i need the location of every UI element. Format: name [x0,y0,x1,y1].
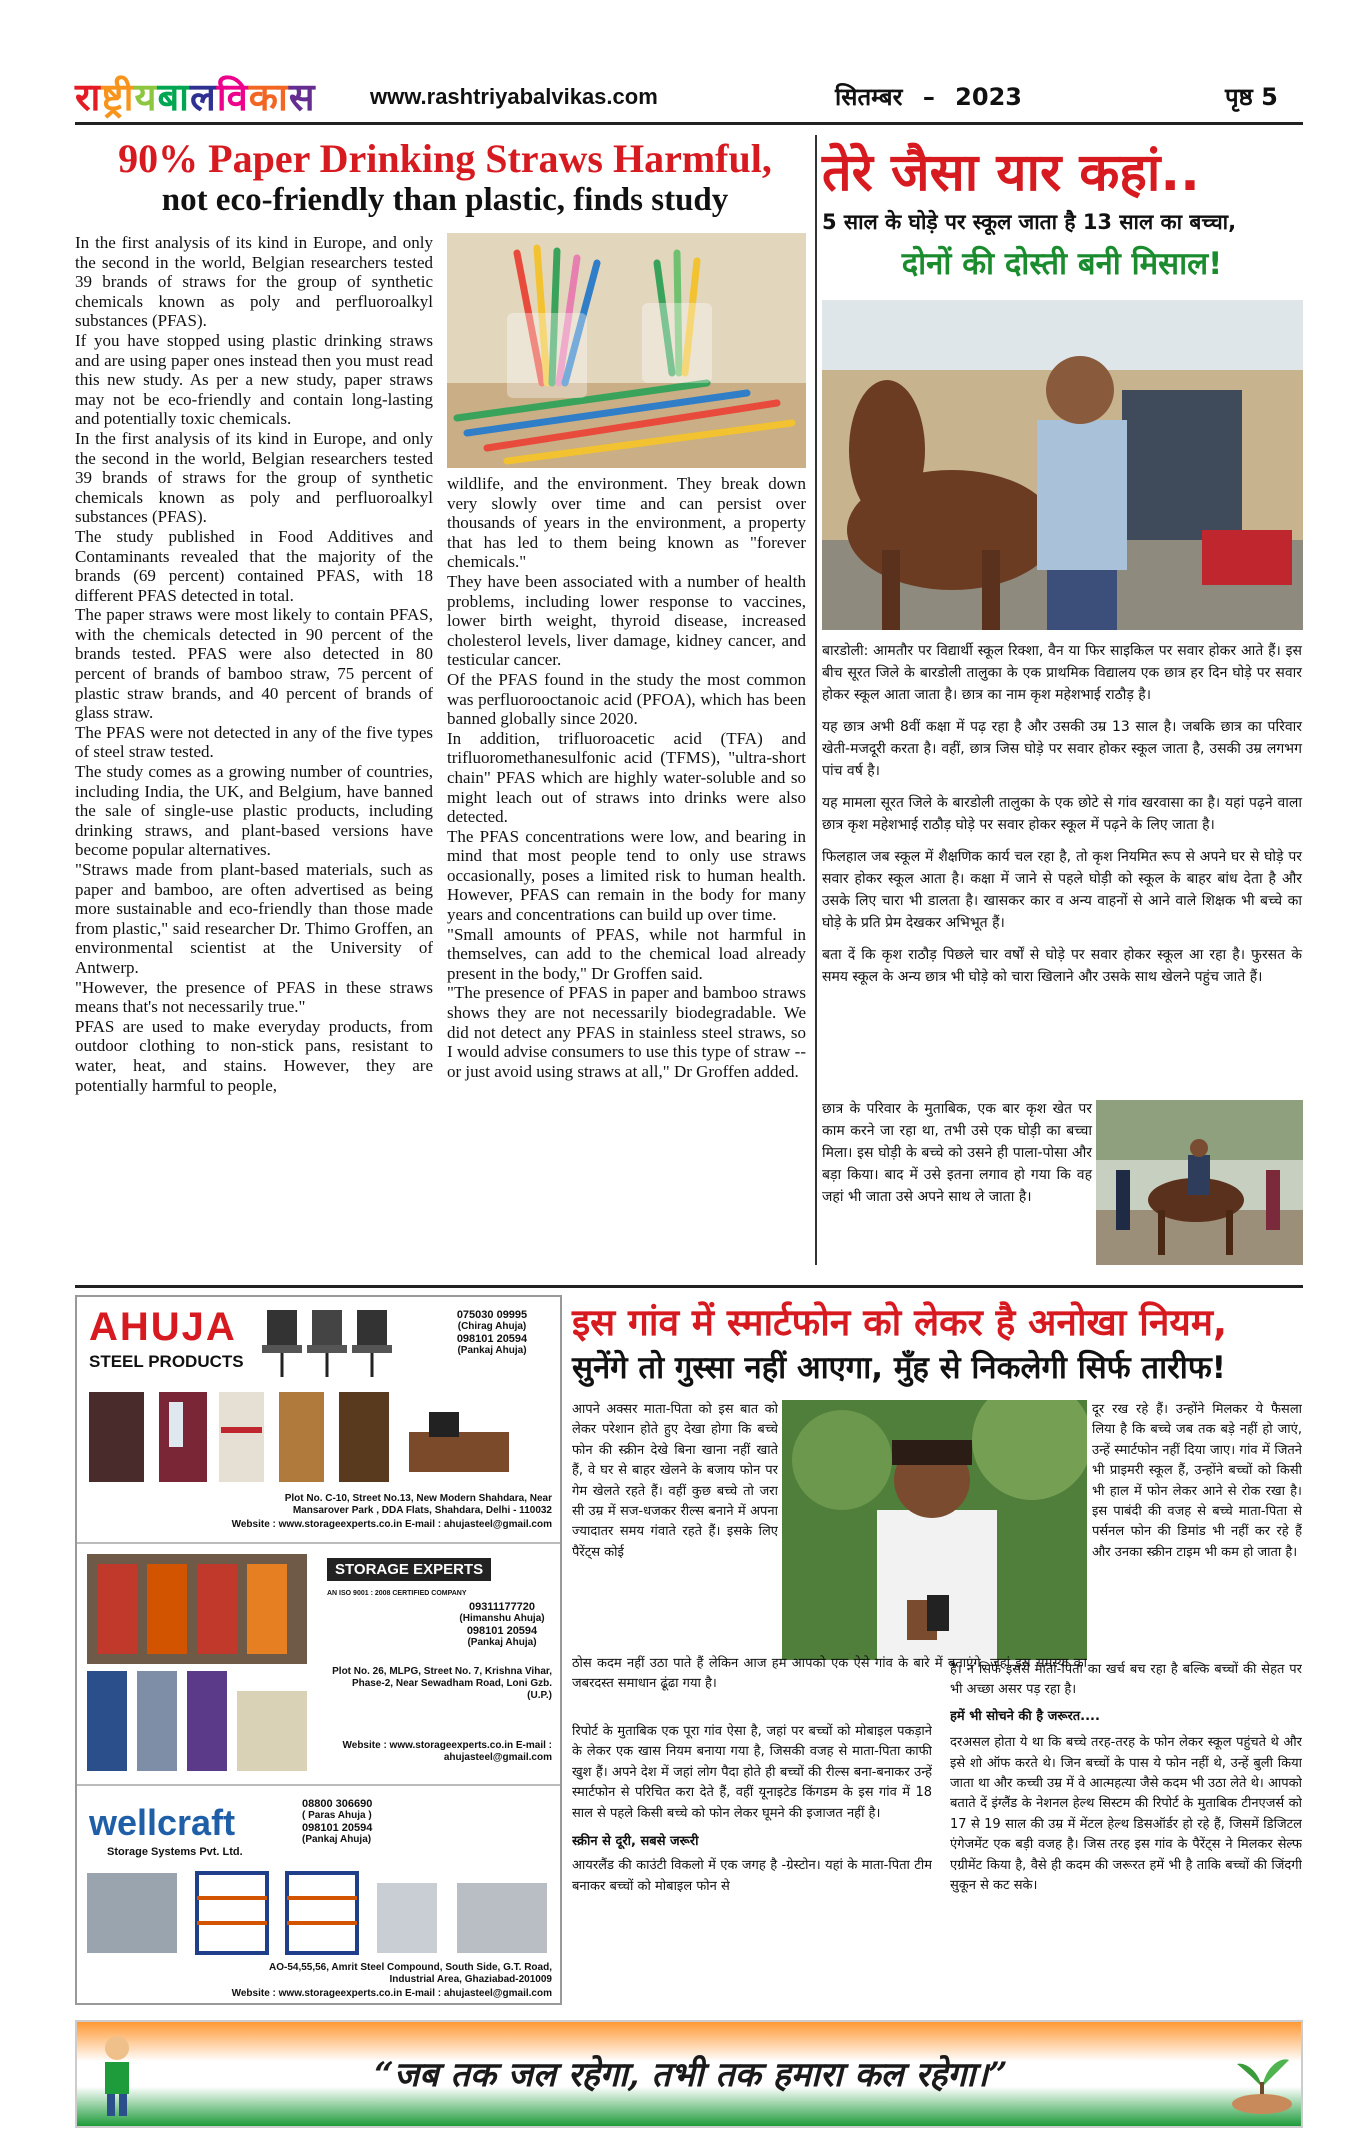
straw-article-paragraph: "Straws made from plant-based materials, such as paper and bamboo, are often advertised as being more sustainable and eco-friendly than those made from plastic," said researcher Dr. Thimo Groffen, an environmental scientist at the University of Antwerp. [75,860,433,977]
page-number-value: 5 [1261,83,1278,111]
boy-with-horse-photo [822,300,1303,630]
section-divider [75,1285,1303,1288]
straw-article-paragraph: In addition, trifluoroacetic acid (TFA) and trifluoromethanesulfonic acid (TFMS), "ultra-short chain" PFAS which are highly water-soluble and so might leach out of straws into drinks were also detected. [447,728,806,827]
straw-article-paragraph: If you have stopped using plastic drinking straws and are using paper ones instead then you must read this new study. As per a new study, paper straws may not be eco-friendly and contain long-lasting and potentially toxic chemicals. [75,330,433,429]
ahuja-contacts [432,1309,552,1357]
smartphone-article-column-2-lower [950,1660,1302,2005]
storage-website[interactable]: Website : www.storageexperts.co.in E-mail : ahujasteel@gmail.com [342,1740,552,1763]
logo-letter: स [288,75,316,119]
storage-experts-ad[interactable] [77,1546,560,1786]
page-number [1225,80,1278,113]
storage-phone-1[interactable]: 09311177720 [468,1601,536,1613]
website-url[interactable]: www.rashtriyabalvikas.com [370,84,658,109]
straw-article-subtitle: not eco-friendly than plastic, finds study [161,182,729,218]
smartphone-article-benefit-paragraph: है। न सिर्फ इससे माता-पिता का खर्च बच रहा है बल्कि बच्चों की सेहत पर भी अच्छा असर पड़ रहा है। [950,1662,1302,1698]
smartphone-article-heading-1: स्क्रीन से दूरी, सबसे जरूरी [572,1834,699,1850]
straw-article-column-1 [75,233,433,1263]
horse-article-subtitle: 5 साल के घोड़े पर स्कूल जाता है 13 साल का बच्चा, [822,210,1237,234]
advertisement-panel [75,1295,562,2005]
horse-article-paragraph: बारडोली: आमतौर पर विद्यार्थी स्कूल रिक्शा, वैन या फिर साइकिल पर सवार होकर आते हैं। इस बीच सूरत जिले के बारडोली तालुका के एक प्राथमिक विद्यालय एक छात्र हर दिन घोड़े पर सवार होकर स्कूल आता जाता है। छात्र का नाम कृश महेशभाई राठौड़ है। [822,643,1302,703]
horse-article-paragraph: फिलहाल जब स्कूल में शैक्षणिक कार्य चल रहा है, तो कृश नियमित रूप से अपने घर से घोड़े पर सवार होकर स्कूल आता है। कक्षा में जाने से पहले घोड़ी को स्कूल के बाहर बांध देता है और उसके लिए चारा भी डालता है। खासकर कार व अन्य वाहनों से आने वाले शिक्षक भी बच्चे का घोड़े के प्रति प्रेम देखकर अभिभूत हैं। [822,849,1302,931]
ahuja-tagline: STEEL PRODUCTS [89,1352,244,1371]
shelving-racks-icon [87,1863,557,1958]
horse-article-subtitle-green: दोनों की दोस्ती बनी मिसाल! [901,246,1223,282]
wellcraft-contacts [302,1798,412,1846]
straw-article-paragraph: The study published in Food Additives and Contaminants revealed that the majority of the brands (69 percent) contained PFAS, with 18 different PFAS detected in total. [75,526,433,605]
storage-person-2: (Pankaj Ahuja) [467,1637,537,1648]
straw-article-paragraph: The paper straws were most likely to contain PFAS, with the chemicals detected in 90 percent of the brands tested. PFAS were also detected in 80 percent of brands of bamboo straw, 75 percent of plastic straw brands, and 40 percent of brands of glass straw. [75,605,433,723]
water-slogan-banner [75,2020,1303,2128]
ahuja-ad[interactable] [77,1297,560,1544]
straw-article-paragraph: In the first analysis of its kind in Europe, and only the second in the world, Belgian researchers tested 39 brands of straws for the group of synthetic chemicals known as poly and perfluoroalkyl substances (PFAS). [75,428,433,527]
straw-article-paragraph: In the first analysis of its kind in Europe, and only the second in the world, Belgian researchers tested 39 brands of straws for the group of synthetic chemicals known as poly and perfluoroalkyl substances (PFAS). [75,233,433,331]
header-divider [75,122,1303,125]
wellcraft-phone-1[interactable]: 08800 306690 [302,1798,373,1810]
logo-letter: बा [157,75,191,119]
logo-letter: रा [75,75,102,119]
straw-article-paragraph: PFAS are used to make everyday products, from outdoor clothing to non-stick pans, resistant to water, heat, and stains. However, they are potentially harmful to people, [75,1016,433,1095]
boy-with-smartphone-photo [782,1400,1087,1660]
smartphone-article-heading-2: हमें भी सोचने की है जरूरत.... [950,1708,1100,1724]
wellcraft-person-1: ( Paras Ahuja ) [302,1810,372,1821]
storage-address: Plot No. 26, MLPG, Street No. 7, Krishna Vihar, Phase-2, Near Sewadham Road, Loni Gzb. (U.P.) [332,1666,552,1701]
plant-in-hands-icon [1227,2042,1297,2117]
smartphone-article-title: इस गांव में स्मार्टफोन को लेकर है अनोखा नियम, [572,1301,1228,1344]
storage-contacts [452,1601,552,1649]
straw-article-paragraph: They have been associated with a number of health problems, including lower response to vaccines, lower birth weight, thyroid disease, increased cholesterol levels, liver damage, kidney cancer, and testicular cancer. [447,571,806,670]
warehouse-racks-icon [87,1554,307,1664]
smartphone-article-closing-paragraph: दरअसल होता ये था कि बच्चे तरह-तरह के फोन लेकर स्कूल पहुंचते थे और इसे शो ऑफ करते थे। जिन बच्चों के पास ये फोन नहीं थे, उन्हें बुली किया जाता था और कच्ची उम्र में वे आत्महत्या जैसे कदम भी उठा लेते थे। आपको बताते दें इंग्लैंड के नेशनल हेल्थ सिस्टम की रिपोर्ट के मुताबिक टीनएजर्स को 17 से 19 साल की उम्र में मेंटल हेल्थ डिसऑर्डर हो रहे हैं, जिसमें डिजिटल एंगेजमेंट एक बड़ी वजह है। जिस तरह इस गांव के पैरेंट्स ने मिलकर सेल्फ एग्रीमेंट किया है, वैसे ही कदम की जरूरत हमें भी है ताकि बच्चों की जिंदगी सुकून से कट सके। [950,1735,1302,1894]
straw-article-paragraph: The PFAS concentrations were low, and bearing in mind that most people tend to only use straws occasionally, poses a limited risk to human health. However, PFAS can remain in the body for many years and concentrations can build up over time. [447,826,806,925]
boy-riding-horse-photo [1096,1100,1303,1265]
ahuja-address: Plot No. C-10, Street No.13, New Modern Shahdara, Near Mansarover Park , DDA Flats, Shahdara, Delhi - 110032 [284,1493,552,1516]
page-label: पृष्ठ [1225,83,1253,111]
water-slogan: “जब तक जल रहेगा, तभी तक हमारा कल रहेगा।” [374,2055,1008,2095]
horse-article-body [822,640,1302,998]
logo-letter: ल [190,75,217,119]
horse-article-paragraph: बता दें कि कृश राठौड़ पिछले चार वर्षों से घोड़े पर सवार होकर स्कूल आ रहा है। फुरसत के समय स्कूल के अन्य छात्र भी घोड़े को चारा खिलाने और उसके साथ खेलने पहुंच जाते हैं। [822,947,1302,985]
masthead [75,70,1355,130]
smartphone-article-column-1: आपने अक्सर माता-पिता को इस बात को लेकर परेशान होते हुए देखा होगा कि बच्चे फोन की स्क्रीन देखे बिना खाना नहीं खाते हैं, वे घर से बाहर खेलने के बजाय फोन पर गेम खेलते रहते हैं। वहीं कुछ बच्चे तो जरा सी उम्र में सज-धजकर रील्स बनाने में अपना ज्यादातर समय गंवाते रहते हैं। इसके लिए पैरेंट्स कोई [572,1402,778,1560]
wellcraft-ad[interactable] [77,1788,560,2003]
smartphone-article-spanning-paragraph: ठोस कदम नहीं उठा पाते हैं लेकिन आज हम आपको एक ऐसे गांव के बारे में बताएंगे, जहां इस समस्या का जबरदस्त समाधान ढूंढा गया है। [572,1656,1087,1692]
horse-article-last-paragraph: छात्र के परिवार के मुताबिक, एक बार कृश खेत पर काम करने जा रहा था, तभी उसे एक घोड़ी का बच्चा मिला। इस घोड़ी के बच्चे को उसने ही पाला-पोसा और बड़ा किया। बाद में उसे इतना लगाव हो गया कि वह जहां भी जाता उसे अपने साथ ले जाता है। [822,1101,1092,1205]
straw-article-title: 90% Paper Drinking Straws Harmful, [118,136,772,181]
date-dash: – [922,83,935,111]
newspaper-logo [75,70,316,122]
straw-article-paragraph: The study comes as a growing number of countries, including India, the UK, and Belgium, have banned the sale of single-use plastic products, including drinking straws, and plant-based versions have become popular alternatives. [75,762,433,860]
wellcraft-address: AO-54,55,56, Amrit Steel Compound, South Side, G.T. Road, Industrial Area, Ghaziabad-201009 [268,1962,552,1985]
wellcraft-website[interactable]: Website : www.storageexperts.co.in E-mail : ahujasteel@gmail.com [231,1988,552,1999]
wellcraft-tagline: Storage Systems Pvt. Ltd. [107,1846,243,1858]
straw-article-paragraph: Of the PFAS found in the study the most common was perfluorooctanoic acid (PFOA), which has been banned globally since 2020. [447,669,806,729]
straw-article-column-2 [447,474,806,1274]
wellcraft-logo: wellcraft [89,1802,236,1843]
paper-straws-photo [447,233,806,468]
storage-experts-cert: AN ISO 9001 : 2008 CERTIFIED COMPANY [327,1590,467,1597]
smartphone-article-report-paragraph: रिपोर्ट के मुताबिक एक पूरा गांव ऐसा है, जहां पर बच्चों को मोबाइल पकड़ाने के लेकर एक खास नियम बनाया गया है, जिसकी वजह से माता-पिता काफी खुश हैं। अपने देश में जहां लोग पैदा होते ही बच्चों की रील्स बना-बनाकर उन्हें स्मार्टफोन से परिचित करा देते हैं, वहीं यूनाइटेड किंगडम के इस गांव में 18 साल से पहले किसी बच्चे को फोन लेकर घूमने की इजाजत नहीं है। [572,1724,932,1821]
smartphone-article-column-3: दूर रख रहे हैं। उन्होंने मिलकर ये फैसला लिया है कि बच्चे जब तक बड़े नहीं हो जाएं, उन्हें स्मार्टफोन नहीं दिया जाए। गांव में जितने भी प्राइमरी स्कूल हैं, उन्होंने बच्चों को किसी भी हाल में फोन लेकर आने से रोक रखा है। इस पाबंदी की वजह से बच्चे माता-पिता से पर्सनल फोन की डिमांड भी नहीं कर रहे हैं और उनका स्क्रीन टाइम भी कम हो जाता है। [1092,1402,1302,1560]
ahuja-person-2: (Pankaj Ahuja) [457,1345,527,1356]
straw-article-paragraph: wildlife, and the environment. They break down very slowly over time and can persist over thousands of years in the environment, a property that has led to them being known as "forever chemicals." [447,474,806,572]
issue-month: सितम्बर [835,83,903,111]
straw-article-paragraph: "The presence of PFAS in paper and bamboo straws shows they are not necessarily biodegradable. We did not detect any PFAS in stainless steel straws, so I would advise consumers to use this type of straw -- or just avoid using straws at all," Dr Groffen added. [447,983,806,1081]
horse-article-paragraph: यह मामला सूरत जिले के बारडोली तालुका के एक छोटे से गांव खरवासा का है। यहां पढ़ने वाला छात्र कृश महेशभाई राठौड़ घोड़े पर सवार होकर स्कूल में पढ़ने के लिए जाता है। [822,795,1302,833]
ahuja-website[interactable]: Website : www.storageexperts.co.in E-mail : ahujasteel@gmail.com [231,1519,552,1530]
ahuja-logo: AHUJA [89,1305,237,1349]
issue-date [835,80,1022,113]
ahuja-phone-2[interactable]: 098101 20594 [456,1333,528,1345]
issue-year: 2023 [955,83,1022,111]
straw-article-paragraph: The PFAS were not detected in any of the five types of steel straw tested. [75,722,433,762]
logo-letter: य [134,75,158,119]
logo-letter: ष्ट्री [101,75,135,119]
logo-letter: का [248,75,289,119]
smartphone-article-column-1-lower [572,1722,932,2002]
straw-article-paragraph: "Small amounts of PFAS, while not harmful in themselves, can add to the chemical load already present in the body," Dr Groffen said. [447,924,806,983]
storage-person-1: (Himanshu Ahuja) [459,1613,545,1624]
logo-letter: वि [216,75,249,119]
ahuja-person-1: (Chirag Ahuja) [457,1321,527,1332]
storage-experts-logo: STORAGE EXPERTS [327,1558,491,1581]
column-divider [815,135,817,1265]
smartphone-article-ireland-paragraph: आयरलैंड की काउंटी विकलो में एक जगह है -ग्रेस्टोन। यहां के माता-पिता टीम बनाकर बच्चों को मोबाइल फोन से [572,1858,932,1894]
smartphone-article-subtitle: सुनेंगे तो गुस्सा नहीं आएगा, मुँह से निकलेगी सिर्फ तारीफ! [572,1350,1226,1386]
wellcraft-person-2: (Pankaj Ahuja) [302,1834,372,1845]
ahuja-phone-1[interactable]: 075030 09995 [456,1309,528,1321]
storage-phone-2[interactable]: 098101 20594 [466,1625,538,1637]
almirah-products-icon [89,1387,549,1487]
horse-article-paragraph: यह छात्र अभी 8वीं कक्षा में पढ़ रहा है और उसकी उम्र 13 साल है। जबकि छात्र का परिवार खेती-मजदूरी करता है। वहीं, छात्र जिस घोड़े पर सवार होकर स्कूल जाता है, उसकी उम्र लगभग पांच वर्ष है। [822,719,1302,779]
wellcraft-phone-2[interactable]: 098101 20594 [302,1822,373,1834]
straw-article-paragraph: "However, the presence of PFAS in these straws means that's not necessarily true." [75,977,433,1017]
office-chairs-icon [257,1305,407,1385]
horse-article-title: तेरे जैसा यार कहां.. [822,143,1200,203]
